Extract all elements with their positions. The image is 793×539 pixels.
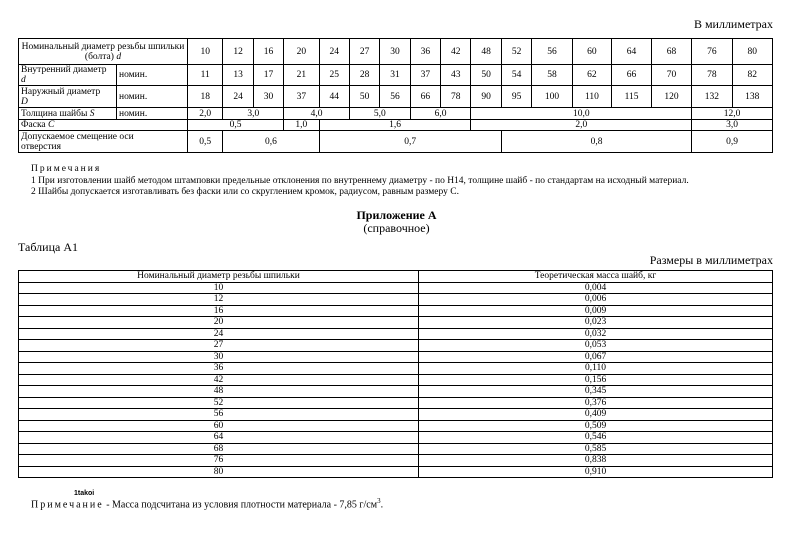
- mass-value-cell: 0,910: [419, 466, 773, 478]
- mass-table-row: [19, 397, 773, 409]
- mass-value-cell: 0,546: [419, 432, 773, 444]
- nominal-cell: номин.: [117, 108, 188, 120]
- value-cell: 25: [319, 65, 349, 86]
- mass-table-row: [19, 420, 773, 432]
- mass-table-row: [19, 432, 773, 444]
- mass-table-row: [19, 282, 773, 294]
- mass-header-row: [19, 271, 773, 283]
- mass-value-cell: 0,509: [419, 420, 773, 432]
- value-cell: 2,0: [188, 108, 223, 120]
- value-cell: 90: [471, 86, 501, 108]
- value-cell: 1,0: [284, 120, 319, 131]
- diameter-cell: 10: [188, 39, 223, 65]
- mass-diameter-cell: 52: [19, 397, 419, 409]
- chamfer-label: Фаска C: [19, 120, 188, 131]
- outer-diameter-label: Наружный диаметр D: [19, 86, 117, 108]
- value-cell: 12,0: [692, 108, 773, 120]
- inner-diameter-label: Внутренний диаметр d: [19, 65, 117, 86]
- mass-diameter-cell: 64: [19, 432, 419, 444]
- value-cell: 50: [349, 86, 379, 108]
- mass-value-cell: 0,067: [419, 351, 773, 363]
- value-cell: 110: [572, 86, 612, 108]
- value-cell: 70: [651, 65, 691, 86]
- outer-diameter-row: [19, 86, 773, 108]
- offset-label: Допускаемое смещение оси отверстия: [19, 131, 188, 153]
- nominal-cell: номин.: [117, 65, 188, 86]
- value-cell: 82: [732, 65, 772, 86]
- mass-table-row: [19, 351, 773, 363]
- value-cell: 6,0: [410, 108, 471, 120]
- value-cell: 17: [253, 65, 283, 86]
- notes-block: [31, 164, 689, 199]
- value-cell: 5,0: [349, 108, 410, 120]
- value-cell: 3,0: [223, 108, 284, 120]
- value-cell: 54: [501, 65, 531, 86]
- mass-value-cell: 0,023: [419, 317, 773, 329]
- diameter-cell: 16: [253, 39, 283, 65]
- value-cell: 43: [441, 65, 471, 86]
- mass-table-row: [19, 455, 773, 467]
- mass-table-row: [19, 328, 773, 340]
- mass-value-cell: 0,004: [419, 282, 773, 294]
- value-cell: 50: [471, 65, 501, 86]
- units-label-a1: Размеры в миллиметрах: [649, 253, 773, 267]
- value-cell: 24: [223, 86, 253, 108]
- mass-table-row: [19, 317, 773, 329]
- value-cell: 66: [612, 65, 652, 86]
- diameter-cell: 52: [501, 39, 531, 65]
- value-cell: 31: [380, 65, 410, 86]
- mass-value-cell: 0,838: [419, 455, 773, 467]
- diameter-cell: 48: [471, 39, 501, 65]
- value-cell: 0,5: [188, 120, 284, 131]
- mass-table-row: [19, 386, 773, 398]
- value-cell: 132: [692, 86, 732, 108]
- value-cell: 58: [532, 65, 572, 86]
- diameter-cell: 42: [441, 39, 471, 65]
- mass-table-row: [19, 374, 773, 386]
- value-cell: 95: [501, 86, 531, 108]
- value-cell: 138: [732, 86, 772, 108]
- mass-table-row: [19, 340, 773, 352]
- value-cell: 56: [380, 86, 410, 108]
- mass-col1-header: Номинальный диаметр резьбы шпильки: [19, 271, 419, 283]
- washer-dimensions-table: [18, 38, 773, 153]
- mass-value-cell: 0,032: [419, 328, 773, 340]
- mass-value-cell: 0,053: [419, 340, 773, 352]
- mass-diameter-cell: 60: [19, 420, 419, 432]
- mass-table-row: [19, 294, 773, 306]
- diameter-cell: 24: [319, 39, 349, 65]
- mass-diameter-cell: 24: [19, 328, 419, 340]
- mass-diameter-cell: 30: [19, 351, 419, 363]
- mass-diameter-cell: 16: [19, 305, 419, 317]
- mass-diameter-cell: 68: [19, 443, 419, 455]
- mass-value-cell: 0,409: [419, 409, 773, 421]
- diameter-cell: 76: [692, 39, 732, 65]
- diameter-cell: 80: [732, 39, 772, 65]
- mass-value-cell: 0,009: [419, 305, 773, 317]
- diameter-cell: 36: [410, 39, 440, 65]
- notes-heading: Примечания: [31, 164, 102, 174]
- mass-table-row: [19, 443, 773, 455]
- diameter-cell: 27: [349, 39, 379, 65]
- value-cell: 0,8: [501, 131, 691, 153]
- value-cell: 2,0: [471, 120, 692, 131]
- thickness-label: Толщина шайбы S: [19, 108, 117, 120]
- thickness-row: [19, 108, 773, 120]
- mass-diameter-cell: 42: [19, 374, 419, 386]
- note-item: 1 При изготовлении шайб методом штамповки предельные отклонения по внутреннему диаметру - по Н14, толщине шайб - по стандартам на исходный материал.: [31, 175, 689, 186]
- value-cell: 4,0: [284, 108, 350, 120]
- value-cell: 10,0: [471, 108, 692, 120]
- mass-table-row: [19, 466, 773, 478]
- value-cell: 0,5: [188, 131, 223, 153]
- value-cell: 120: [651, 86, 691, 108]
- value-cell: 37: [284, 86, 319, 108]
- value-cell: 62: [572, 65, 612, 86]
- value-cell: 0,7: [319, 131, 501, 153]
- value-cell: 3,0: [692, 120, 773, 131]
- mass-diameter-cell: 48: [19, 386, 419, 398]
- mass-diameter-cell: 12: [19, 294, 419, 306]
- mass-diameter-cell: 20: [19, 317, 419, 329]
- mass-value-cell: 0,156: [419, 374, 773, 386]
- appendix-title: Приложение А: [356, 208, 437, 222]
- mass-diameter-cell: 36: [19, 363, 419, 375]
- diameter-cell: 12: [223, 39, 253, 65]
- value-cell: 21: [284, 65, 319, 86]
- mass-diameter-cell: 76: [19, 455, 419, 467]
- diameter-cell: 56: [532, 39, 572, 65]
- value-cell: 1,6: [319, 120, 471, 131]
- mass-value-cell: 0,345: [419, 386, 773, 398]
- mass-value-cell: 0,110: [419, 363, 773, 375]
- diameter-cell: 20: [284, 39, 319, 65]
- appendix-subtitle: (справочное): [363, 221, 430, 235]
- value-cell: 66: [410, 86, 440, 108]
- value-cell: 44: [319, 86, 349, 108]
- diameter-cell: 60: [572, 39, 612, 65]
- note-item: 2 Шайбы допускается изготавливать без фаски или со скруглением кромок, радиусом, равным размеру С.: [31, 187, 459, 197]
- header-row: [19, 39, 773, 65]
- mass-value-cell: 0,376: [419, 397, 773, 409]
- value-cell: 30: [253, 86, 283, 108]
- mass-value-cell: 0,006: [419, 294, 773, 306]
- value-cell: 11: [188, 65, 223, 86]
- diameter-cell: 68: [651, 39, 691, 65]
- mass-table: [18, 270, 773, 478]
- diameter-cell: 30: [380, 39, 410, 65]
- mass-table-row: [19, 363, 773, 375]
- nominal-cell: номин.: [117, 86, 188, 108]
- mass-diameter-cell: 80: [19, 466, 419, 478]
- value-cell: 78: [441, 86, 471, 108]
- mass-value-cell: 0,585: [419, 443, 773, 455]
- mass-table-row: [19, 305, 773, 317]
- table-a1-label: Таблица А1: [18, 240, 78, 254]
- value-cell: 100: [532, 86, 572, 108]
- chamfer-row: [19, 120, 773, 131]
- value-cell: 13: [223, 65, 253, 86]
- mass-diameter-cell: 27: [19, 340, 419, 352]
- mass-diameter-cell: 10: [19, 282, 419, 294]
- value-cell: 78: [692, 65, 732, 86]
- value-cell: 28: [349, 65, 379, 86]
- mass-table-row: [19, 409, 773, 421]
- stray-text: 1takoi: [74, 490, 95, 497]
- mass-diameter-cell: 56: [19, 409, 419, 421]
- offset-row: [19, 131, 773, 153]
- value-cell: 37: [410, 65, 440, 86]
- footer-note: Примечание - Масса подсчитана из условия плотности материала - 7,85 $г/см^3$.: [31, 497, 384, 511]
- diameter-cell: 64: [612, 39, 652, 65]
- value-cell: 0,9: [692, 131, 773, 153]
- value-cell: 18: [188, 86, 223, 108]
- nominal-diameter-header: Номинальный диаметр резьбы шпильки (болта) d: [19, 39, 188, 65]
- mass-col2-header: Теоретическая масса шайб, кг: [419, 271, 773, 283]
- value-cell: 115: [612, 86, 652, 108]
- inner-diameter-row: [19, 65, 773, 86]
- units-label-top: В миллиметрах: [693, 17, 773, 31]
- value-cell: 0,6: [223, 131, 319, 153]
